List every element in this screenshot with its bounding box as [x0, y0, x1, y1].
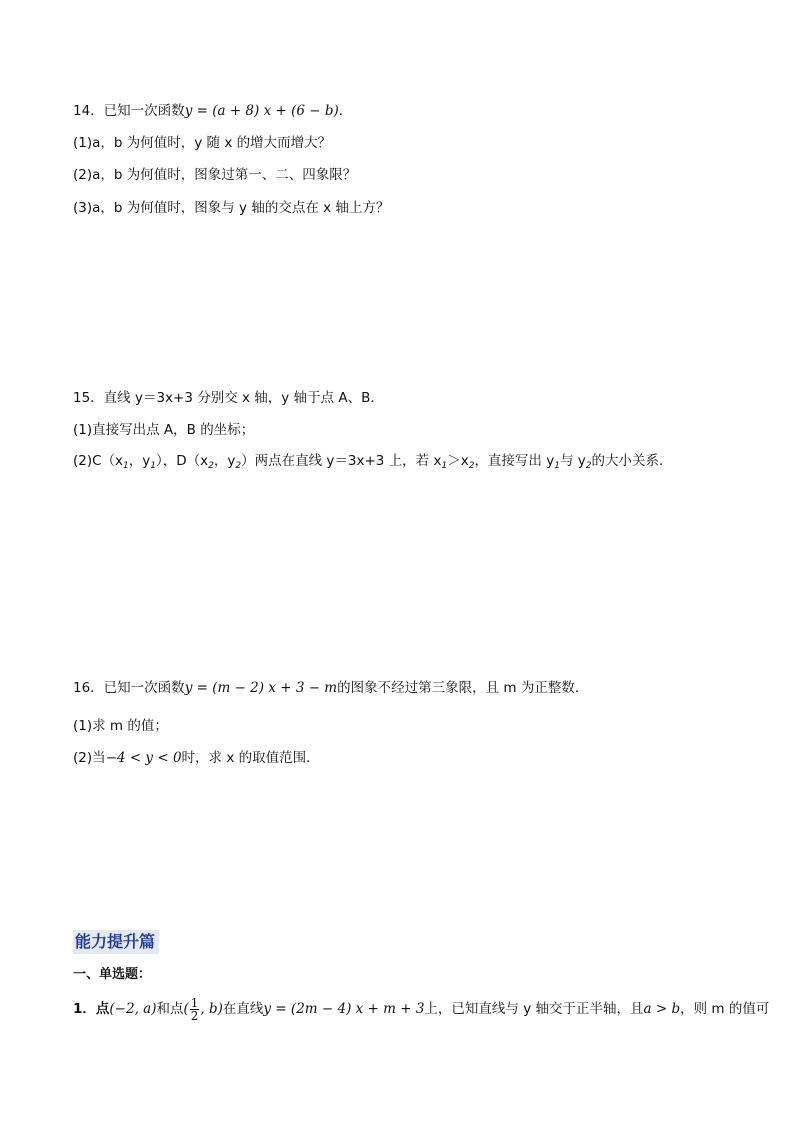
- q14-part1: (1)a，b 为何值时，y 随 x 的增大而增大？: [73, 135, 332, 151]
- q14-formula: y = (a + 8) x + (6 − b): [184, 103, 339, 119]
- q16-part1: (1)求 m 的值；: [73, 718, 168, 734]
- q16-formula: y = (m − 2) x + 3 − m: [184, 680, 338, 696]
- q14-stem: 14．已知一次函数y = (a + 8) x + (6 − b)．: [73, 103, 353, 119]
- q16-part2: (2)当−4 < y < 0时，求 x 的取值范围．: [73, 750, 320, 766]
- q1-point1: (−2, a): [109, 1001, 157, 1017]
- q1-stem: 1．点(−2, a)和点( $\frac{1}{2}$ , b)在直线y = (2m − 4) x + m + 3上，已知直线与 y 轴交于正半轴，且a > b，则 m 的值可: [73, 995, 770, 1023]
- q15-part1: (1)直接写出点 A，B 的坐标；: [73, 422, 255, 438]
- q15-stem: 15．直线 y＝3x+3 分别交 x 轴，y 轴于点 A、B．: [73, 390, 384, 406]
- section-title: 能力提升篇: [73, 930, 159, 954]
- q15-part2: $(2)C(x_1$，$y_1$），$D(x_2$，$y_2$）两点在直线 y＝3x+3 上，若 $x_1>x_2$，直接写出 $y_1$与 $y_2$的大小关系．: [73, 453, 673, 471]
- q1-inequality: a > b: [643, 1001, 681, 1017]
- q16-range-formula: −4 < y < 0: [105, 750, 182, 766]
- q14-part2: (2)a，b 为何值时，图象过第一、二、四象限？: [73, 167, 357, 183]
- q14-part3: (3)a，b 为何值时，图象与 y 轴的交点在 x 轴上方？: [73, 200, 390, 216]
- q1-fraction: $\frac{1}{2}$: [190, 995, 199, 1023]
- section-subtitle: 一、单选题：: [73, 967, 152, 982]
- q1-formula: y = (2m − 4) x + m + 3: [263, 1001, 425, 1017]
- q16-stem: 16．已知一次函数y = (m − 2) x + 3 − m的图象不经过第三象限，且 m 为正整数．: [73, 680, 589, 696]
